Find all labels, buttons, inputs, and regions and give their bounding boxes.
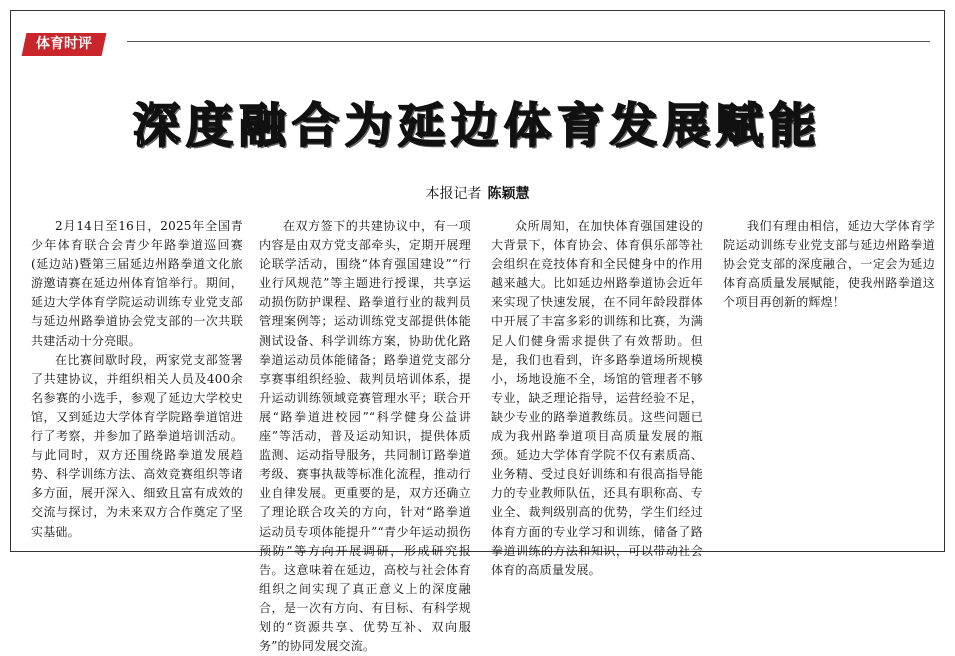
- column-3: [491, 217, 703, 577]
- paragraph-3: 在双方签下的共建协议中，有一项内容是由双方党支部牵头，定期开展理论联学活动，围绕“体育强国建设”“行业行风规范”等主题进行授课，共享运动损伤防护课程、路拳道行业的裁判员管理案例等；运动训练党支部提供体能测试设备、科学训练方案，协助优化路拳道运动员体能储备；路拳道党支部分享赛事组织经验、裁判员培训体系，提升运动训练领域竞赛管理水平；联合开展“路拳道进校园”“科学健身公益讲座”等活动，普及运动知识，提供体质监测、运动指导服务，共同制订路拳道考级、赛事执裁等标准化流程，推动行业自律发展。更重要的是，双方还确立了理论联合攻关的方向，针对“路拳道运动员专项体能提升”“青少年运动损伤预防”等方向开展调研，形成研究报告。这意味着在延边，高校与社会体育组织之间实现了真正意义上的深度融合，是一次有方向、有目标、有科学规划的“资源共享、优势互补、双向服务”的协同发展交流。: [259, 219, 471, 654]
- header-rule: [127, 41, 930, 42]
- column-2: [259, 217, 471, 654]
- paragraph-5: 我们有理由相信，延边大学体育学院运动训练专业党支部与延边州路拳道协会党支部的深度融合，一定会为延边体育高质量发展赋能，使我州路拳道这个项目再创新的辉煌！: [723, 219, 935, 310]
- byline-author: 陈颖慧: [487, 186, 530, 202]
- byline-label: 本报记者: [425, 186, 482, 202]
- paragraph-2: 在比赛间歇时段，两家党支部签署了共建协议，并组织相关人员及400余名参赛的小选手，参观了延边大学校史馆，又到延边大学体育学院路拳道馆进行了考察，并参加了路拳道培训活动。与此同时，双方还围绕路拳道发展趋势、科学训练方法、高效竞赛组织等诸多方面，展开深入、细致且富有成效的交流与探讨，为未来双方合作奠定了坚实基础。: [31, 352, 243, 539]
- column-1: [31, 217, 243, 547]
- byline: [11, 183, 944, 203]
- paragraph-4: 众所周知，在加快体育强国建设的大背景下，体育协会、体育俱乐部等社会组织在竞技体育和全民健身中的作用越来越大。比如延边州路拳道协会近年来实现了快速发展，在不同年龄段群体中开展了丰富多彩的训练和比赛，为满足人们健身需求提供了有效帮助。但是，我们也看到，许多路拳道场所规模小，场地设施不全，场馆的管理者不够专业，缺乏理论指导，运营经验不足，缺少专业的路拳道教练员。这些问题已成为我州路拳道项目高质量发展的瓶颈。延边大学体育学院不仅有素质高、业务精、受过良好训练和有很高指导能力的专业教师队伍，还具有职称高、专业全、裁判级别高的优势，学生们经过体育方面的专业学习和训练，储备了路拳道训练的方法和知识，可以带动社会体育的高质量发展。: [491, 219, 703, 577]
- headline: 深度融合为延边体育发展赋能: [133, 99, 822, 154]
- paragraph-1: 2月14日至16日，2025年全国青少年体育联合会青少年路拳道巡回赛(延边站)暨第三届延边州路拳道文化旅游邀请赛在延边州体育馆举行。期间，延边大学体育学院运动训练专业党支部与延边州路拳道协会党支部的一次共联共建活动十分亮眼。: [31, 219, 243, 348]
- article-frame: [10, 10, 945, 654]
- article-body: [31, 217, 935, 654]
- section-tag: 体育时评: [22, 33, 107, 56]
- column-4: [723, 217, 935, 547]
